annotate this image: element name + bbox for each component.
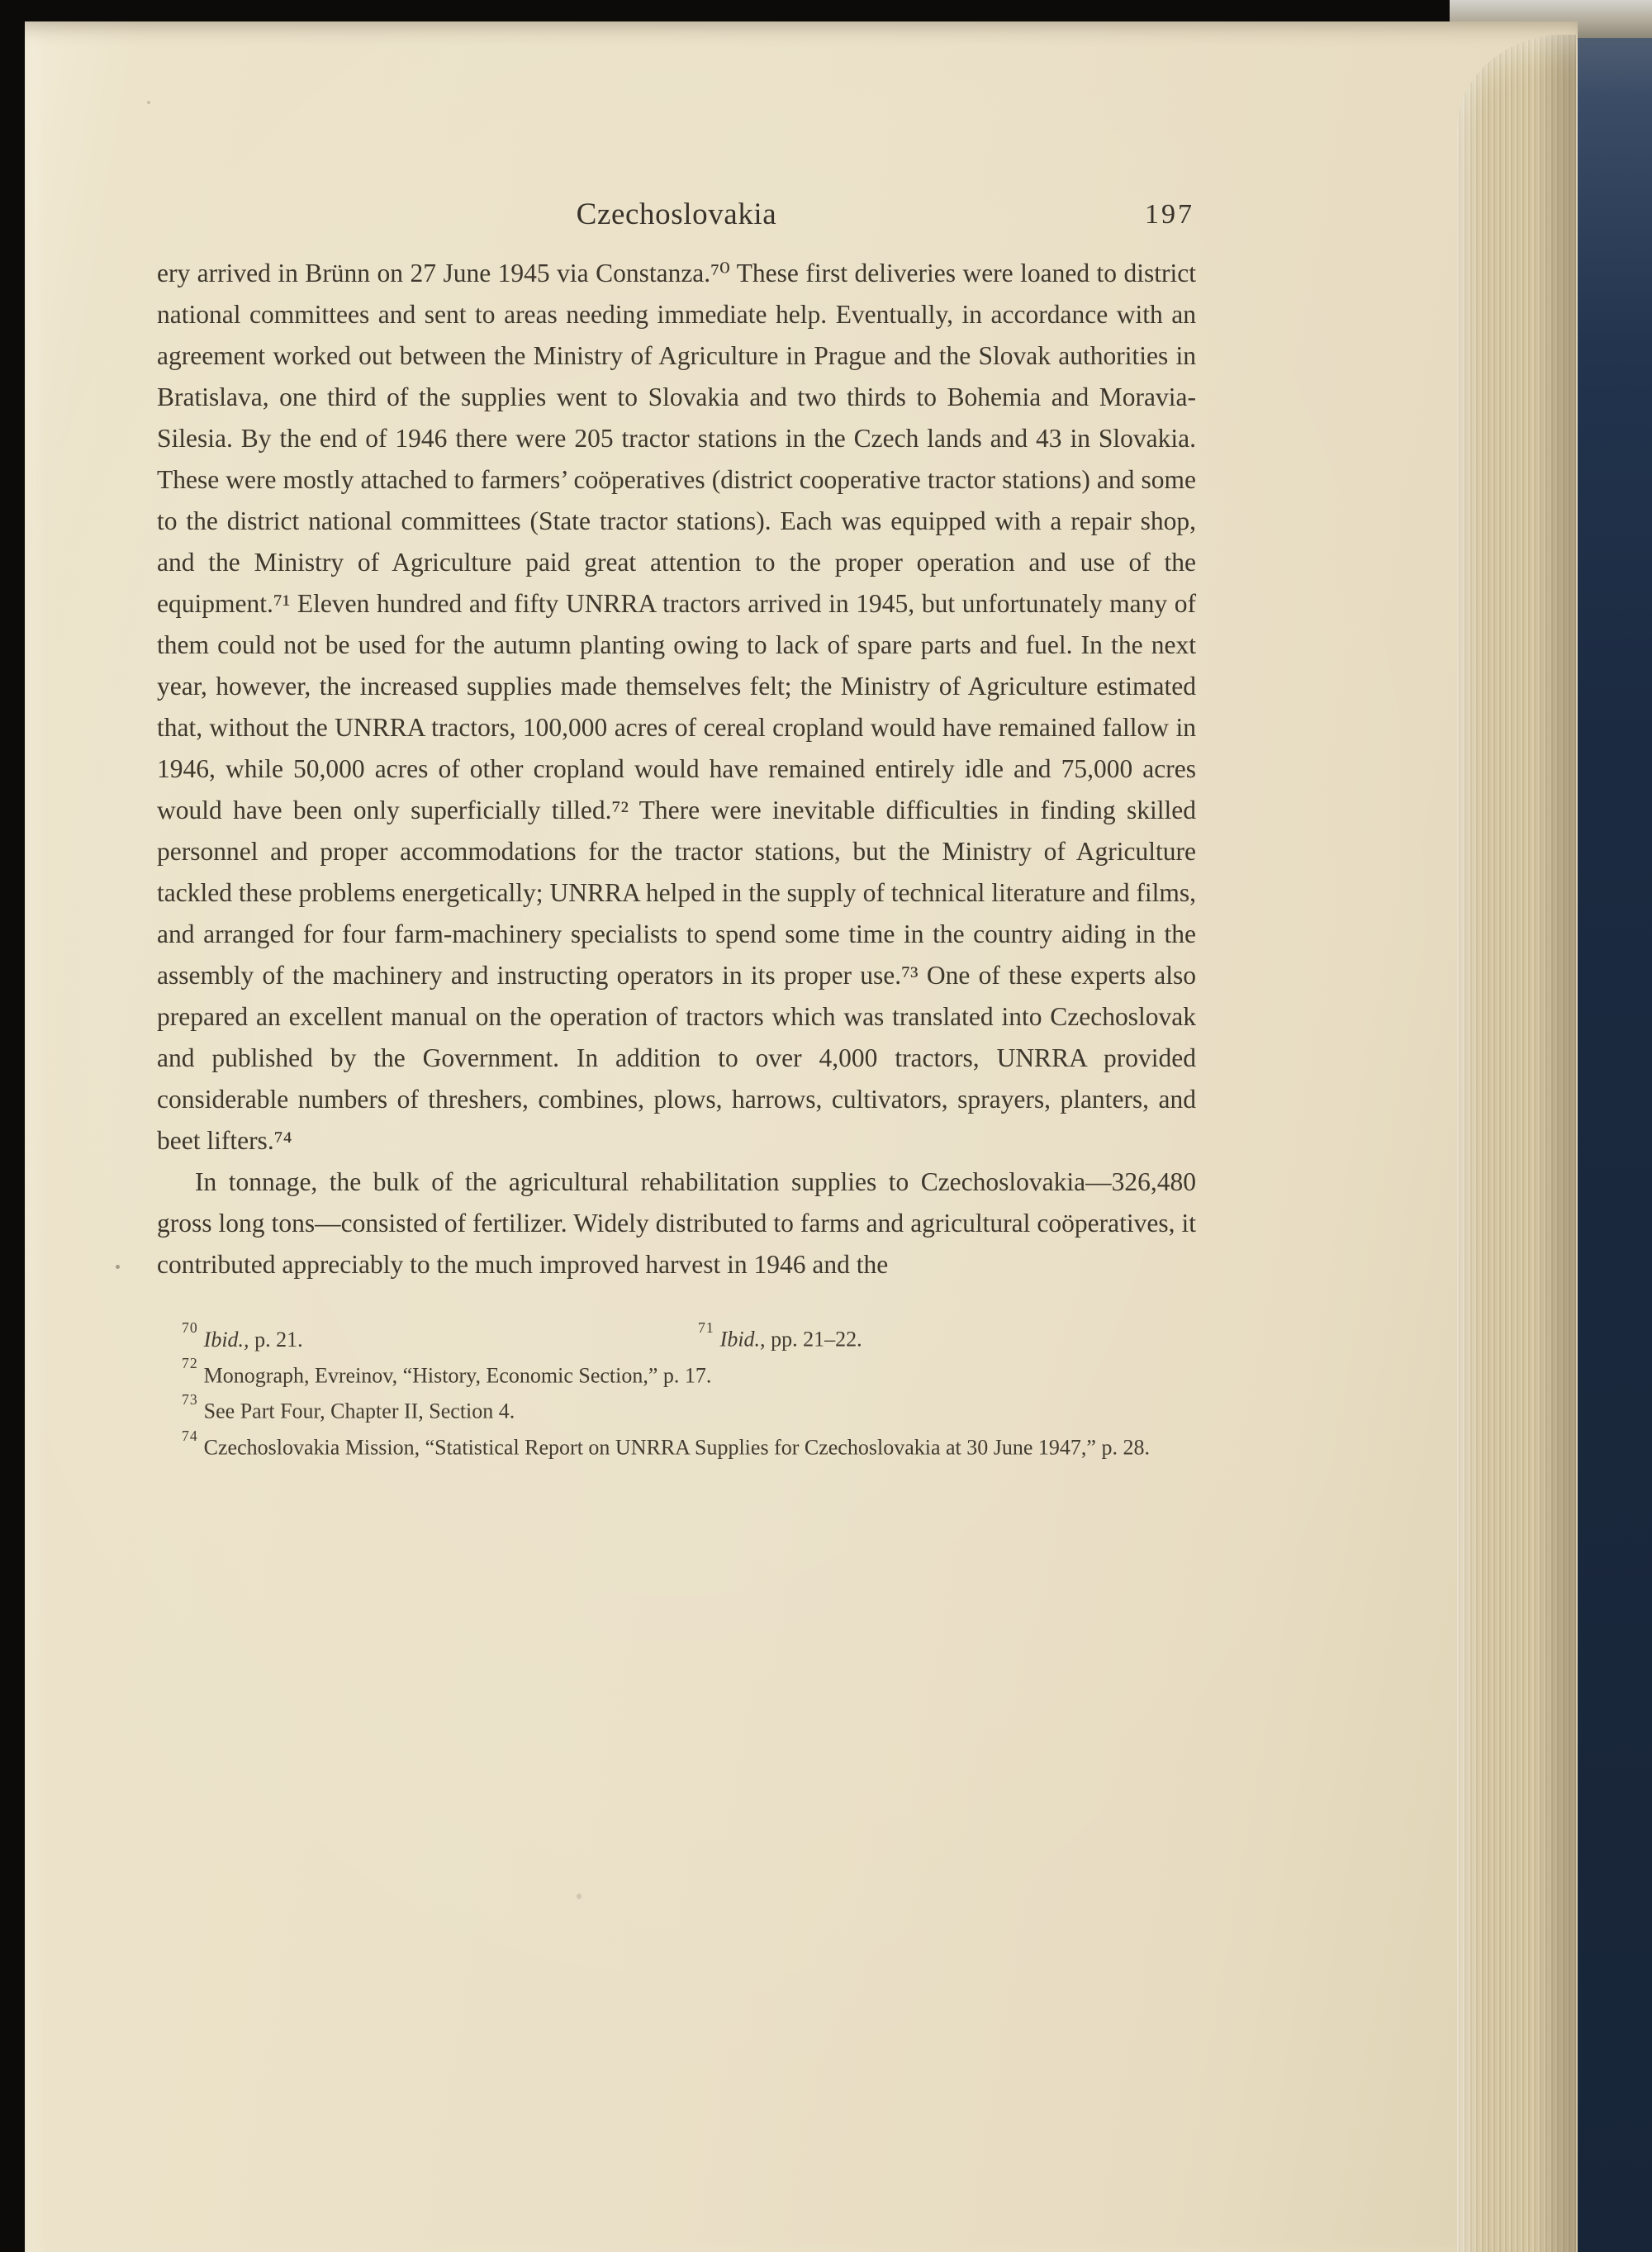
footnotes [157,1318,1196,1463]
page-fore-edge [1457,35,1576,2252]
footnote-71 [698,1318,862,1355]
page-content [157,21,1196,2252]
scan-speck [577,1893,582,1899]
body-text [157,253,1196,1285]
book-page [25,21,1578,2252]
running-title: Czechoslovakia [576,197,777,231]
book-cover-edge [1574,0,1652,2252]
paragraph-2: In tonnage, the bulk of the agricultural rehabilitation supplies to Czechoslovakia—326,480 gross long tons—consisted of fertilizer. Widely distributed to farms and agricultural coöperatives, it contributed appreciably to the much improved harvest in 1946 and the [157,1167,1196,1279]
running-header [157,197,1196,240]
footnote-row-1 [157,1318,1196,1355]
footnote-70-text: p. 21. [249,1327,303,1352]
footnote-73-text: See Part Four, Chapter II, Section 4. [203,1399,515,1423]
paragraph-1: ery arrived in Brünn on 27 June 1945 via Constanza.⁷⁰ These first deliveries were loaned to district national committees and sent to areas needing immediate help. Eventually, in accordance with an agreement worked out between the Ministry of Agriculture in Prague and the Slovak authorities in Bratislava, one third of the supplies went to Slovakia and two thirds to Bohemia and Moravia-Silesia. By the end of 1946 there were 205 tractor stations in the Czech lands and 43 in Slovakia. These were mostly attached to farmers’ coöperatives (district cooperative tractor stations) and some to the district national committees (State tractor stations). Each was equipped with a repair shop, and the Ministry of Agriculture paid great attention to the proper operation and use of the equipment.⁷¹ Eleven hundred and fifty UNRRA tractors arrived in 1945, but unfortunately many of them could not be used for the autumn planting owing to lack of spare parts and fuel. In the next year, however, the increased supplies made themselves felt; the Ministry of Agriculture estimated that, without the UNRRA tractors, 100,000 acres of cereal cropland would have remained fallow in 1946, while 50,000 acres of other cropland would have remained entirely idle and 75,000 acres would have been only superficially tilled.⁷² There were inevitable difficulties in finding skilled personnel and proper accommodations for the tractor stations, but the Ministry of Agriculture tackled these problems energetically; UNRRA helped in the supply of technical literature and films, and arranged for four farm-machinery specialists to spend some time in the country aiding in the assembly of the machinery and instructing operators in its proper use.⁷³ One of these experts also prepared an excellent manual on the operation of tractors which was translated into Czechoslovak and published by the Government. In addition to over 4,000 tractors, UNRRA provided considerable numbers of threshers, combines, plows, harrows, cultivators, sprayers, planters, and beet lifters.⁷⁴ [157,259,1196,1155]
footnote-71-marker: 71 [698,1318,714,1336]
footnote-72-marker: 72 [182,1355,198,1372]
footnote-74-marker: 74 [182,1427,198,1444]
scan-speck [116,1265,120,1269]
page-number: 197 [1145,199,1194,230]
footnote-71-text: pp. 21–22. [765,1327,862,1352]
footnote-74-text: Czechoslovakia Mission, “Statistical Report on UNRRA Supplies for Czechoslovakia at 30 June 1947,” p. 28. [203,1435,1150,1460]
footnote-72-text: Monograph, Evreinov, “History, Economic Section,” p. 17. [203,1363,712,1388]
footnote-row-4 [157,1427,1196,1463]
footnote-70 [182,1318,303,1352]
footnote-71-source: Ibid., [719,1327,766,1352]
footnote-73-marker: 73 [182,1390,198,1408]
footnote-70-marker: 70 [182,1318,198,1336]
footnote-row-3 [157,1390,1196,1427]
footnote-70-source: Ibid., [203,1327,249,1352]
footnote-row-2 [157,1355,1196,1391]
scan-speck [147,101,150,104]
